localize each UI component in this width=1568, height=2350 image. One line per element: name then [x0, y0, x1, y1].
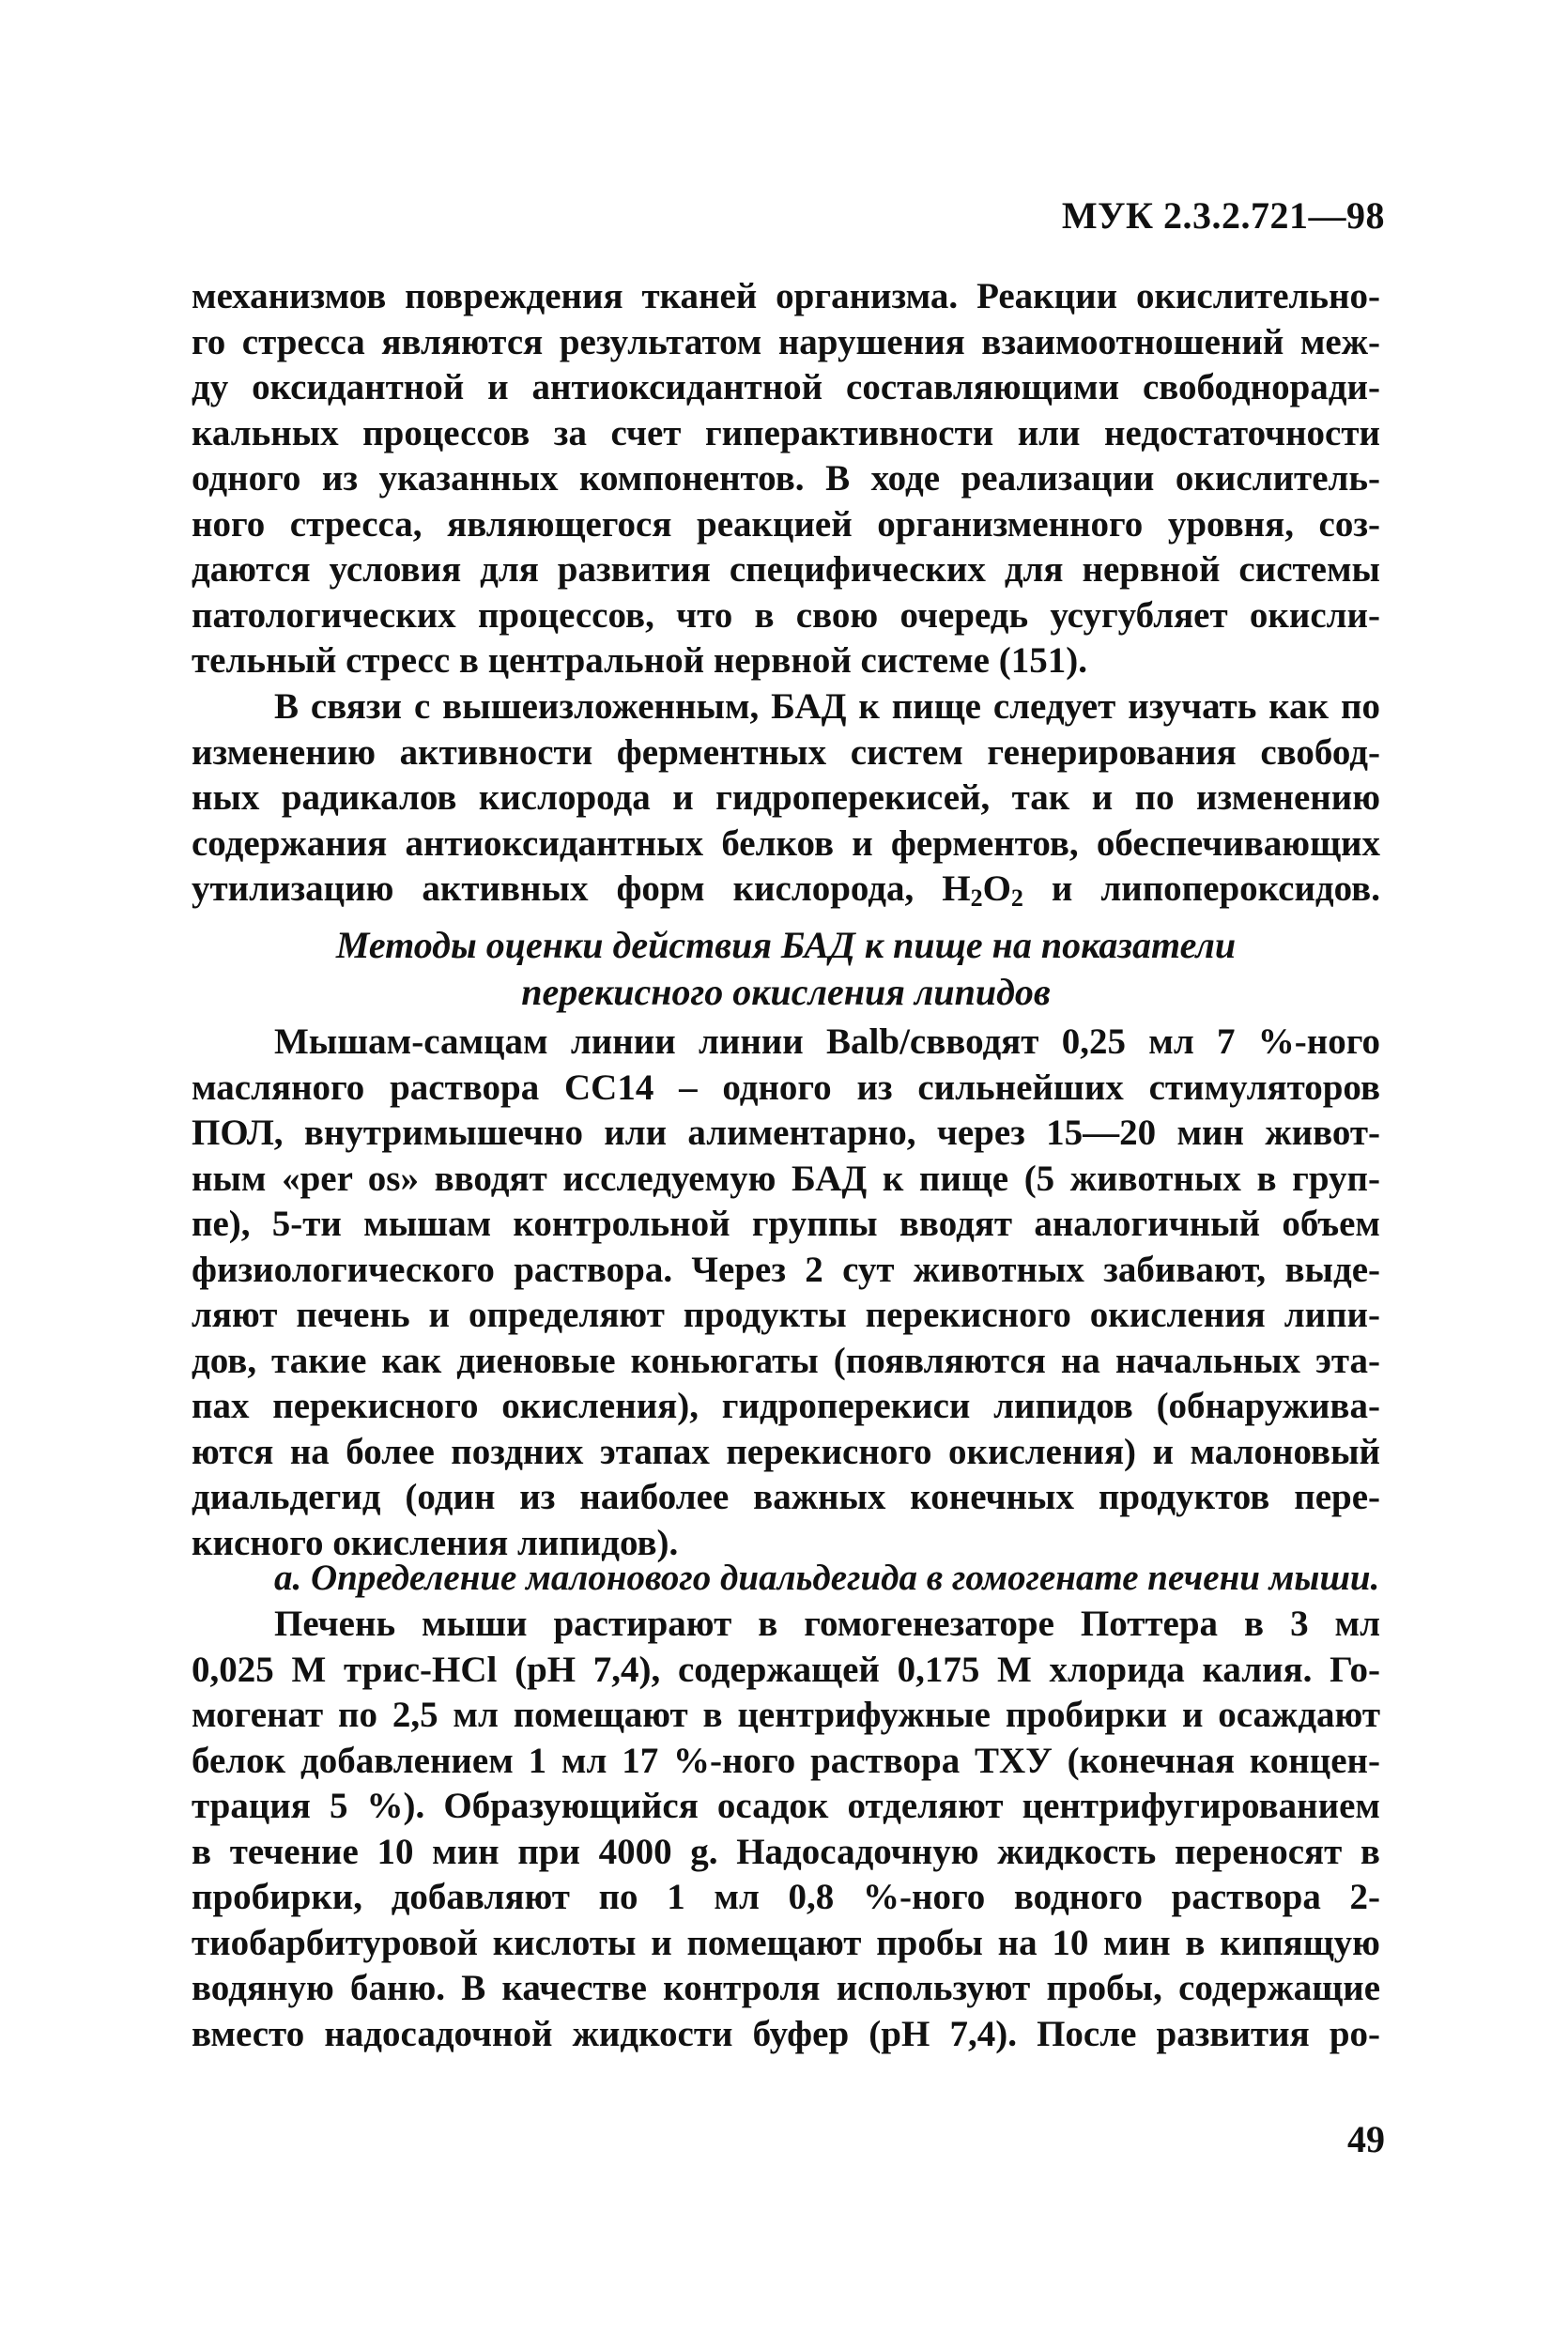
paragraph-line: ного стресса, являющегося реакцией организменного уровня, соз- [192, 503, 1380, 545]
paragraph-line: патологических процессов, что в свою очередь усугубляет окисли- [192, 594, 1380, 636]
paragraph-line: В связи с вышеизложенным, БАД к пище следует изучать как по [274, 686, 1380, 727]
paragraph-line: ются на более поздних этапах перекисного окисления) и малоновый [192, 1431, 1380, 1472]
paragraph-line: ду оксидантной и антиоксидантной составляющими свободноради- [192, 367, 1380, 407]
paragraph-line: Мышам-самцам линии линии Balb/cвводят 0,25 мл 7 %-ного [274, 1021, 1380, 1062]
paragraph-line: тельный стресс в центральной нервной системе (151). [192, 640, 1087, 681]
paragraph-line: одного из указанных компонентов. В ходе реализации окислитель- [192, 458, 1380, 499]
paragraph-line: диальдегид (один из наиболее важных конечных продуктов пере- [192, 1477, 1380, 1517]
paragraph-line: механизмов повреждения тканей организма. Реакции окислительно- [192, 276, 1380, 316]
document-code-header: МУК 2.3.2.721—98 [1061, 194, 1385, 237]
paragraph-line: ных радикалов кислорода и гидроперекисей, так и по изменению [192, 777, 1380, 818]
page-number: 49 [1347, 2118, 1385, 2160]
section-heading [192, 922, 1380, 1016]
subscript: 2 [970, 884, 983, 912]
paragraph-line: ПОЛ, внутримышечно или алиментарно, через 15—20 мин живот- [192, 1113, 1380, 1153]
paragraph-line: пробирки, добавляют по 1 мл 0,8 %-ного водного раствора 2- [192, 1877, 1380, 1917]
subsection-heading: а. Определение малонового диальдегида в гомогенате печени мыши. [274, 1558, 1380, 1598]
text-run: О [982, 868, 1011, 909]
section-heading-line: перекисного окисления липидов [521, 971, 1051, 1013]
paragraph-2 [192, 684, 1380, 913]
paragraph-line: пе), 5-ти мышам контрольной группы вводят аналогичный объем [192, 1204, 1380, 1244]
paragraph-line: го стресса являются результатом нарушения взаимоотношений меж- [192, 321, 1380, 362]
paragraph-line: трация 5 %). Образующийся осадок отделяют центрифугированием [192, 1786, 1380, 1826]
text-run: и липопероксидов. [1022, 868, 1380, 909]
paragraph-line: даются условия для развития специфических для нервной системы [192, 549, 1380, 590]
paragraph-line: изменению активности ферментных систем генерирования свобод- [192, 731, 1380, 773]
paragraph-line: ным «per os» вводят исследуемую БАД к пище (5 животных в груп- [192, 1158, 1380, 1199]
paragraph-line: 0,025 М трис-HCl (рН 7,4), содержащей 0,175 М хлорида калия. Го- [192, 1649, 1380, 1690]
paragraph-line: кальных процессов за счет гиперактивности или недостаточности [192, 412, 1380, 453]
paragraph-line: водяную баню. В качестве контроля используют пробы, содержащие [192, 1968, 1380, 2008]
paragraph-3 [192, 1020, 1380, 1566]
paragraph-line-with-formula [192, 867, 1380, 913]
paragraph-line: могенат по 2,5 мл помещают в центрифужные пробирки и осаждают [192, 1695, 1380, 1735]
paragraph-4 [192, 1602, 1380, 2057]
paragraph-line: физиологического раствора. Через 2 сут животных забивают, выде- [192, 1249, 1380, 1290]
paragraph-1 [192, 274, 1380, 684]
paragraph-line: тиобарбитуровой кислоты и помещают пробы на 10 мин в кипящую [192, 1922, 1380, 1963]
paragraph-line: содержания антиоксидантных белков и ферментов, обеспечивающих [192, 822, 1380, 864]
paragraph-line: в течение 10 мин при 4000 g. Надосадочную жидкость переносят в [192, 1831, 1380, 1872]
section-heading-line: Методы оценки действия БАД к пище на показатели [335, 924, 1237, 966]
paragraph-line: масляного раствора СС14 – одного из сильнейших стимуляторов [192, 1067, 1380, 1108]
paragraph-line: кисного окисления липидов). [192, 1522, 679, 1563]
paragraph-line: ляют печень и определяют продукты перекисного окисления липи- [192, 1295, 1380, 1335]
subscript: 2 [1010, 884, 1023, 912]
paragraph-line: белок добавлением 1 мл 17 %-ного раствора ТХУ (конечная концен- [192, 1740, 1380, 1781]
text-run: утилизацию активных форм кислорода, Н [192, 868, 971, 909]
paragraph-line: вместо надосадочной жидкости буфер (рН 7,4). После развития ро- [192, 2013, 1380, 2054]
paragraph-line: дов, такие как диеновые коньюгаты (появляются на начальных эта- [192, 1340, 1380, 1381]
paragraph-line: пах перекисного окисления), гидроперекиси липидов (обнаружива- [192, 1386, 1380, 1426]
paragraph-line: Печень мыши растирают в гомогенезаторе Поттера в 3 мл [274, 1604, 1380, 1644]
